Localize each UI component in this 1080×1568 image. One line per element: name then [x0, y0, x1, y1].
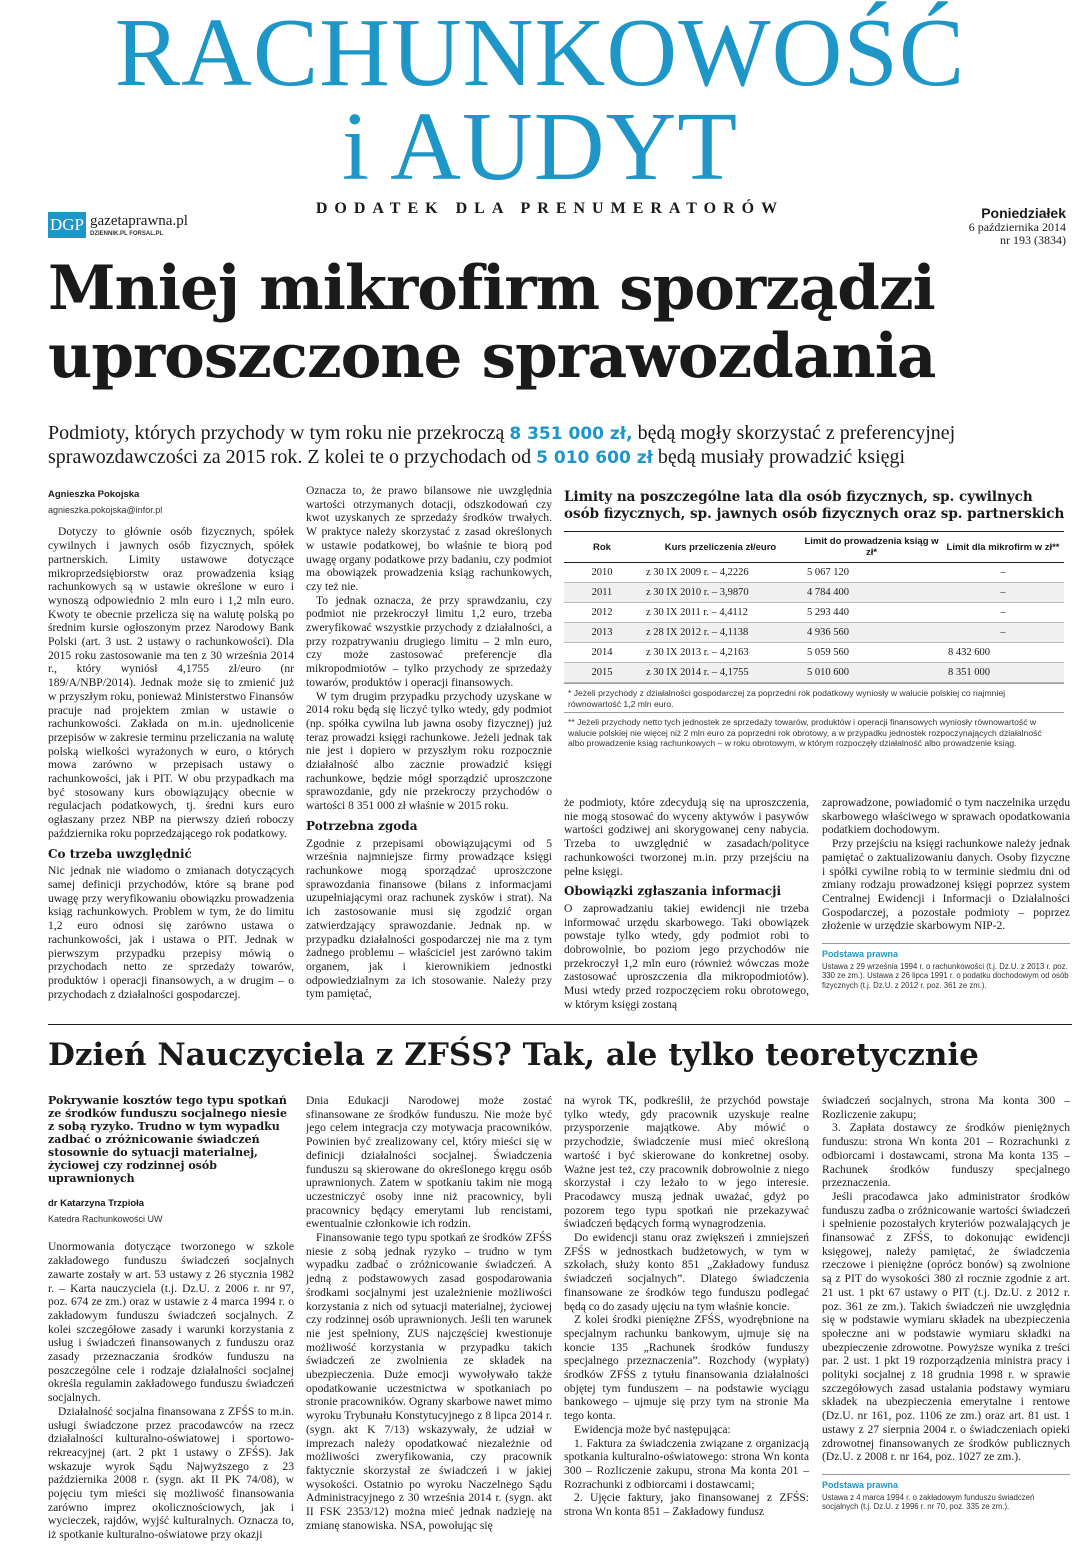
paragraph: na wyrok TK, podkreślił, że przychód powstaje tylko wtedy, gdy pracownik uzyskuje realne przysporzenie majątkowe. Aby mówić o przychodzie, świadczenie musi mieć określoną wartość i być skierowane do konkretnej osoby. Ważne jest też, czy pracownik dobrowolnie z niego skorzystał i czy leżało to w jego interesie. Pracodawcy muszą jednak uważać, gdyż po pozorem tego typu spotkań nie przekazywać świadczeń będących formą wynagrodzenia.: [564, 1094, 809, 1231]
table-cell: 8 432 600: [942, 643, 1064, 663]
table-cell: z 30 IX 2009 r. – 4,2226: [640, 563, 801, 583]
table-cell: 2010: [564, 563, 640, 583]
paragraph: Nic jednak nie wiadomo o zmianach dotyczących samej definicji przychodów, które są brane pod uwagę przy weryfikowaniu obowiązku prowadzenia ksiąg rachunkowych. Problem w tym, że do limitu 1,2 euro odnosi się zarówno ustawa o rachunkowości, jak i ustawa o PIT. Jednak w pierwszym przypadku przepisy mówią o przychodach netto ze sprzedaży towarów, produktów i operacji finansowych, a w drugim – o przychodach z działalności gospodarczej.: [48, 864, 294, 1001]
article-1-column-2: [306, 484, 552, 1016]
table-row: [564, 583, 1064, 603]
lead-text-c: będą musiały prowadzić księgi: [652, 446, 906, 468]
paragraph: Dotyczy to głównie osób fizycznych, spółek cywilnych i jawnych osób fizycznych, spółek partnerskich. Limity ustawowe dotyczące mikroprzedsiębiorstw oraz prowadzenia ksiąg rachunkowych są w ustawie określone w euro i wynoszą odpowiednio 2 mln euro i 1,2 mln euro. Kwoty te obecnie przelicza się na walutę polską po średnim kursie ogłoszonym przez Narodowy Bank Polski (art. 3 ust. 2 ustawy o rachunkowości). Dla 2015 roku zastosowanie ma ten z 30 września 2014 r., który wyniósł 4,1755 zł/euro (nr 189/A/NBP/2014). Jednak może się to zmienić już w przyszłym roku, ponieważ Ministerstwo Finansów pracuje nad projektem zmian w ustawie o rachunkowości. Zakłada on m.in. ujednolicenie przepisów w zakresie terminu przeliczania na walutę polską wielkości wyrażonych w euro, o których mowa zarówno w przepisach ustawy o rachunkowości, jak i PIT. W obu przypadkach ma być stosowany kurs obowiązujący obecnie w regulacjach podatkowych, tj. średni kurs euro ogłaszany przez NBP na pierwszy dzień roboczy października roku poprzedzającego rok podatkowy.: [48, 525, 294, 840]
legal-basis-text: Ustawa z 29 września 1994 r. o rachunkowości (t.j. Dz.U. z 2013 r. poz. 330 ze zm.). Ustawa z 26 lipca 1991 r. o podatku dochodowym od osób fizycznych (t.j. Dz.U. z 2012 r. poz. 361 ze zm.).: [822, 961, 1069, 990]
paragraph: Do ewidencji stanu oraz zwiększeń i zmniejszeń ZFŚS w jednostkach budżetowych, w tym w szkołach, służy konto 851 „Zakładowy fundusz świadczeń socjalnych”. Dlatego świadczenia finansowane ze środków tego funduszu podlegać będą co do zasady ujęciu na tym właśnie koncie.: [564, 1231, 809, 1313]
article-2-intro: Pokrywanie kosztów tego typu spotkań ze środków funduszu socjalnego niesie z sobą ryzyko. Trudno w tym wypadku zadbać o zróżnicowanie świadczeń stosownie do sytuacji materialnej, życiowej czy rodzinnej osób uprawnionych: [48, 1094, 287, 1185]
article-1-headline: [48, 255, 1048, 391]
paragraph: 1. Faktura za świadczenia związane z organizacją spotkania kulturalno-oświatowego: strona Wn konta 300 – Rozliczenie zakupu, strona Ma konta 201 – Rozrachunki z odbiorcami i dostawcami;: [564, 1436, 809, 1491]
table-footnote-2: ** Jeżeli przychody netto tych jednostek ze sprzedaży towarów, produktów i operacji finansowych wyniosły równowartość w walucie polskiej nie więcej niż 2 mln euro za poprzedni rok obrotowy, a w przypadku jednostek rozpoczynających działalność albo prowadzenie ksiąg rachunkowych – w roku obrotowym, w którym rozpoczęły działalność albo prowadzenie ksiąg.: [564, 712, 1064, 752]
masthead-line-1: RACHUNKOWOŚĆ: [114, 0, 966, 107]
paragraph: Dnia Edukacji Narodowej może zostać sfinansowane ze środków funduszu. Nie może być jego celem integracja czy motywacja pracowników. Powinien być zrealizowany cel, który mieści się w definicji działalności socjalnej. Świadczenia funduszu są skierowane do określonego kręgu osób uprawnionych. Zatem w spotkaniu takim nie mogą uczestniczyć osoby inne niż pracownicy, byli pracownicy będący emerytami lub rencistami, ewentualnie członkowie ich rodzin.: [306, 1094, 552, 1231]
paragraph: To jednak oznacza, że przy sprawdzaniu, czy podmiot nie przekroczył limitu 1,2 euro, trzeba zweryfikować wszystkie przychody z działalności, a przy rozpatrywaniu drugiego limitu – 2 mln euro, czy może zastosować preferencje dla mikropodmiotów – tylko przychody ze sprzedaży towarów, produktów i operacji finansowych.: [306, 593, 552, 689]
paragraph: Przy przejściu na księgi rachunkowe należy jednak pamiętać o zaktualizowaniu danych. Osoby fizyczne i spółki cywilne robią to w terminie siedmiu dni od zmiany rodzaju prowadzonej księgi poprzez system Centralnej Ewidencji i Informacji o Działalności Gospodarczej, a pozostałe podmioty – poprzez złożenie w urzędzie skarbowym NIP-2.: [822, 837, 1070, 933]
table-cell: z 30 IX 2013 r. – 4,2163: [640, 643, 801, 663]
table-row: [564, 663, 1064, 683]
table-cell: z 30 IX 2010 r. – 3,9870: [640, 583, 801, 603]
table-header-cell: Limit dla mikrofirm w zł**: [942, 532, 1064, 563]
paragraph: zaprowadzone, powiadomić o tym naczelnika urzędu skarbowego właściwego w sprawach opodatkowania podatkiem dochodowym.: [822, 796, 1070, 837]
article-1-column-1: [48, 484, 294, 1016]
author-email[interactable]: agnieszka.pokojska@infor.pl: [48, 504, 163, 515]
table-cell: 5 067 120: [801, 563, 942, 583]
table-cell: –: [942, 623, 1064, 643]
table-cell: z 30 IX 2014 r. – 4,1755: [640, 663, 801, 683]
article-1-column-3: [564, 796, 809, 1018]
table-cell: 2011: [564, 583, 640, 603]
legal-basis-title: Podstawa prawna: [822, 949, 899, 960]
issue-date-block: [969, 205, 1066, 247]
paragraph: Unormowania dotyczące tworzonego w szkole zakładowego funduszu świadczeń socjalnych zawarte zostały w art. 53 ustawy z 26 stycznia 1982 r. – Karta nauczyciela (t.j. Dz.U. z 2006 r. nr 97, poz. 674 ze zm.) oraz w ustawie z 4 marca 1994 r. o zakładowym funduszu świadczeń socjalnych. Z kolei szczegółowe zasady i warunki korzystania z usług i świadczeń finansowanych z funduszu oraz zasady przeznaczania środków funduszu na poszczególne cele i rodzaje działalności socjalnej określa regulamin zakładowego funduszu świadczeń socjalnych.: [48, 1240, 294, 1405]
paragraph: Z kolei środki pieniężne ZFŚS, wyodrębnione na specjalnym rachunku bankowym, ujmuje się na koncie 135 „Rachunek środków funduszy specjalnego przeznaczenia”. Rozchody (wypłaty) środków ZFŚS z tytułu finansowania działalności objętej tym funduszem – na podstawie wyciągu bankowego – ujmuje się przy tym na stronie Ma tego konta.: [564, 1313, 809, 1423]
table-cell: 2012: [564, 603, 640, 623]
table-cell: 2013: [564, 623, 640, 643]
logo-site: gazetaprawna.pl: [90, 212, 188, 229]
headline-line-2: uproszczone sprawozdania: [48, 321, 936, 392]
paragraph: O zaprowadzaniu takiej ewidencji nie trzeba informować urzędu skarbowego. Taki obowiązek powstaje tylko wtedy, gdy podmiot robi to dobrowolnie, bo poziom jego przychodów nie przekroczył 1,2 mln euro (również wówczas może zastosować uproszczenia dla mikropodmiotów). Musi wtedy przed rozpoczęciem roku obrotowego, w którym księgi zostaną: [564, 901, 809, 1011]
article-2-column-3: [564, 1094, 809, 1544]
paragraph: świadczeń socjalnych, strona Ma konta 300 – Rozliczenie zakupu;: [822, 1094, 1070, 1121]
article-2-column-1: [48, 1094, 294, 1544]
lead-text-b: będą mogły skorzystać z preferencyjnej sprawozdawczości za 2015 rok. Z kolei te o przychodach od: [48, 422, 956, 468]
paragraph: Oznacza to, że prawo bilansowe nie uwzględnia wartości otrzymanych dotacji, odszkodowań czy kwot uzyskanych ze sprzedaży środków trwałych. W praktyce należy skorzystać z zasad określonych w ustawie podatkowej, bo właśnie te biorą pod uwagę organy podatkowe przy badaniu, czy podmiot ma obowiązek prowadzenia ksiąg rachunkowych, czy też nie.: [306, 484, 552, 593]
article-2-column-4: [822, 1094, 1070, 1544]
table-header-cell: Rok: [564, 532, 640, 563]
article-1-lead: [48, 422, 1048, 470]
lead-text-a: Podmioty, których przychody w tym roku nie przekroczą: [48, 422, 510, 444]
table-row: [564, 563, 1064, 583]
lead-highlight-1: 8 351 000 zł,: [509, 424, 633, 444]
masthead-title: [0, 0, 1080, 201]
issue-number: nr 193 (3834): [1000, 233, 1066, 247]
limits-table: [564, 531, 1064, 683]
table-cell: 8 351 000: [942, 663, 1064, 683]
logo-links: DZIENNIK.PL FORSAL.PL: [90, 230, 164, 237]
masthead-line-2: i AUDYT: [341, 93, 739, 201]
article-2-headline: Dzień Nauczyciela z ZFŚS? Tak, ale tylko teoretycznie: [48, 1037, 979, 1073]
table-cell: –: [942, 583, 1064, 603]
table-header-cell: Kurs przeliczenia zł/euro: [640, 532, 801, 563]
table-row: [564, 623, 1064, 643]
table-footnote-1: * Jeżeli przychody z działalności gospodarczej za poprzedni rok podatkowy wyniosły w walucie polskiej co najmniej równowartość 1,2 mln euro.: [564, 683, 1064, 712]
section-heading: Co trzeba uwzględnić: [48, 846, 192, 861]
author-affiliation: Katedra Rachunkowości UW: [48, 1213, 163, 1224]
dgp-logo-box: DGP: [48, 212, 86, 238]
section-heading: Obowiązki zgłaszania informacji: [564, 884, 782, 899]
paragraph: Jeśli pracodawca jako administrator środków funduszu zadba o zróżnicowanie wartości świadczeń i spełnienie pozostałych kryteriów pozwalających je finansować z ZFŚS, to dokonując ewidencji księgowej, należy pamiętać, że świadczenia rzeczowe i pieniężne (oprócz bonów) są zwolnione są z PIT do wysokości 380 zł rocznie zgodnie z art. 21 ust. 1 pkt 67 ustawy o PIT (t.j. Dz.U. z 2012 r. poz. 361 ze zm.). Takich świadczeń nie uwzględnia się w podstawie wymiaru składek na ubezpieczenia społeczne ani w podstawie wymiaru składki na ubezpieczenie zdrowotne. Powyższe wynika z treści par. 2 ust. 1 pkt 19 rozporządzenia ministra pracy i polityki socjalnej z 18 grudnia 1998 r. w sprawie szczegółowych zasad ustalania podstawy wymiaru składek na ubezpieczenia emerytalne i rentowe (Dz.U. nr 161, poz. 1106 ze zm.) oraz art. 81 ust. 1 ustawy z 27 sierpnia 2004 r. o świadczeniach opieki zdrowotnej finansowanych ze środków publicznych (Dz.U. z 2008 r. nr 164, poz. 1027 ze zm.).: [822, 1189, 1070, 1464]
legal-basis-title: Podstawa prawna: [822, 1479, 899, 1490]
limits-table-box: [564, 489, 1072, 771]
table-cell: 2014: [564, 643, 640, 663]
table-cell: –: [942, 603, 1064, 623]
table-cell: z 28 IX 2012 r. – 4,1138: [640, 623, 801, 643]
table-cell: 4 936 560: [801, 623, 942, 643]
table-header-row: [564, 532, 1064, 563]
table-title: Limity na poszczególne lata dla osób fizycznych, sp. cywilnych osób fizycznych, sp. jawnych osób fizycznych oraz sp. partnerskich: [564, 489, 1065, 522]
table-cell: 5 059 560: [801, 643, 942, 663]
section-heading: Potrzebna zgoda: [306, 818, 418, 833]
paragraph: W tym drugim przypadku przychody uzyskane w 2014 roku będą się liczyć tylko wtedy, gdy podmiot (np. spółka cywilna lub jawna osoby fizycznej) już teraz prowadzi księgi rachunkowe. Jeżeli jednak tak nie jest i dopiero w przyszłym roku rozpocznie działalność albo zacznie prowadzić księgi rachunkowe, będzie mógł sporządzić uproszczone sprawozdanie, gdy nie przekroczy przychodów o wartości 8 351 000 zł właśnie w 2015 roku.: [306, 689, 552, 813]
table-header-cell: Limit do prowadzenia ksiąg w zł*: [801, 532, 942, 563]
paragraph: Zgodnie z przepisami obowiązującymi od 5 września najmniejsze firmy prowadzące księgi rachunkowe mogą sporządzać uproszczone sprawozdania finansowe (bilans z informacjami uzupełniającymi oraz rachunek zysków i strat). Na ich zastosowanie musi się zgodzić organ zatwierdzający sprawozdanie. Jednak np. w przypadku działalności gospodarczej nie ma z tym żadnego problemu – właściciel jest zarówno takim organem, jak i kierownikiem jednostki odpowiedzialnym za ich stosowanie. Należy przy tym pamiętać,: [306, 836, 552, 1001]
author-name: Agnieszka Pokojska: [48, 489, 140, 500]
table-cell: –: [942, 563, 1064, 583]
issue-date: 6 października 2014: [968, 220, 1066, 234]
paragraph: Finansowanie tego typu spotkań ze środków ZFŚS niesie z sobą jednak ryzyko – trudno w tym wypadku zadbać o zróżnicowanie świadczeń. A jedną z podstawowych zasad gospodarowania środkami socjalnymi jest uzależnienie możliwości korzystania z nich od sytuacji materialnej, życiowej czy rodzinnej osób uprawnionych. Jeśli ten warunek nie jest spełniony, ZUS najczęściej kwestionuje możliwość korzystania w przypadku takich świadczeń ze zwolnienia ze składek na ubezpieczenia. Duże emocji wywoływało także opodatkowanie uczestnictwa w spotkaniach po stronie pracowników. Ograny skarbowe nawet mimo wyroku Trybunału Konstytucyjnego z 8 lipca 2014 r. (sygn. akt K 7/13) wskazywały, że udział w imprezach należy opodatkować niezależnie od możliwości zweryfikowania, czy pracownik faktycznie skorzystał ze świadczeń i w jakiej wysokości. Ostatnio po wyroku Naczelnego Sądu Administracyjnego z 30 września 2014 r. (sygn. akt II FSK 2353/12) można mieć jednak nadzieję na zmianę stanowiska. NSA, powołując się: [306, 1231, 552, 1532]
paragraph: Działalność socjalna finansowana z ZFŚS to m.in. usługi świadczone przez pracodawców na rzecz działalności kulturalno-oświatowej i sportowo-rekreacyjnej (art. 2 pkt 1 ustawy o ZFŚS). Jak wskazuje wyrok Sądu Najwyższego z 23 października 2008 r. (sygn. akt II PK 74/08), w pojęciu tym mieści się możliwość finansowania zarówno imprez okolicznościowych, jak i wycieczek, rajdów, wyjść kulturalnych. Oznacza to, iż spotkanie kulturalno-oświatowe przy okazji: [48, 1404, 294, 1542]
table-cell: 5 010 600: [801, 663, 942, 683]
table-cell: 5 293 440: [801, 603, 942, 623]
issue-day: Poniedziałek: [981, 205, 1066, 221]
paragraph: że podmioty, które zdecydują się na uproszczenia, nie mogą stosować do wyceny aktywów i pasywów wartości godziwej ani skorygowanej ceny nabycia. Trzeba to uwzględnić w zasadach/polityce rachunkowości tworzonej m.in. przy przejściu na pełne księgi.: [564, 796, 809, 878]
legal-basis-text: Ustawa z 4 marca 1994 r. o zakładowym funduszu świadczeń socjalnych (t.j. Dz.U. z 1996 r. nr 70, poz. 335 ze zm.).: [822, 1492, 1035, 1512]
paragraph: 3. Zapłata dostawcy ze środków pieniężnych funduszu: strona Wn konta 201 – Rozrachunki z odbiorcami i dostawcami, strona Ma konta 135 – Rachunek środków funduszy specjalnego przeznaczenia.: [822, 1121, 1070, 1190]
table-cell: 4 784 400: [801, 583, 942, 603]
masthead-subtitle: DODATEK DLA PRENUMERATORÓW: [315, 200, 785, 217]
legal-basis-box: [822, 1474, 1070, 1512]
article-2-column-2: [306, 1094, 552, 1544]
paragraph: Ewidencja może być następująca:: [574, 1422, 731, 1436]
table-row: [564, 603, 1064, 623]
table-cell: 2015: [564, 663, 640, 683]
paragraph: 2. Ujęcie faktury, jako finansowanej z ZFŚS: strona Wn konta 851 – Zakładowy fundusz: [564, 1491, 809, 1519]
table-cell: z 30 IX 2011 r. – 4,4112: [640, 603, 801, 623]
table-row: [564, 643, 1064, 663]
dgp-logo[interactable]: [48, 212, 188, 238]
headline-line-1: Mniej mikrofirm sporządzi: [48, 253, 935, 324]
author-name: dr Katarzyna Trzpioła: [48, 1198, 145, 1209]
article-1-column-4: [822, 796, 1070, 1018]
section-divider: [48, 1024, 1072, 1025]
lead-highlight-2: 5 010 600 zł: [536, 448, 653, 468]
legal-basis-box: [822, 943, 1070, 990]
